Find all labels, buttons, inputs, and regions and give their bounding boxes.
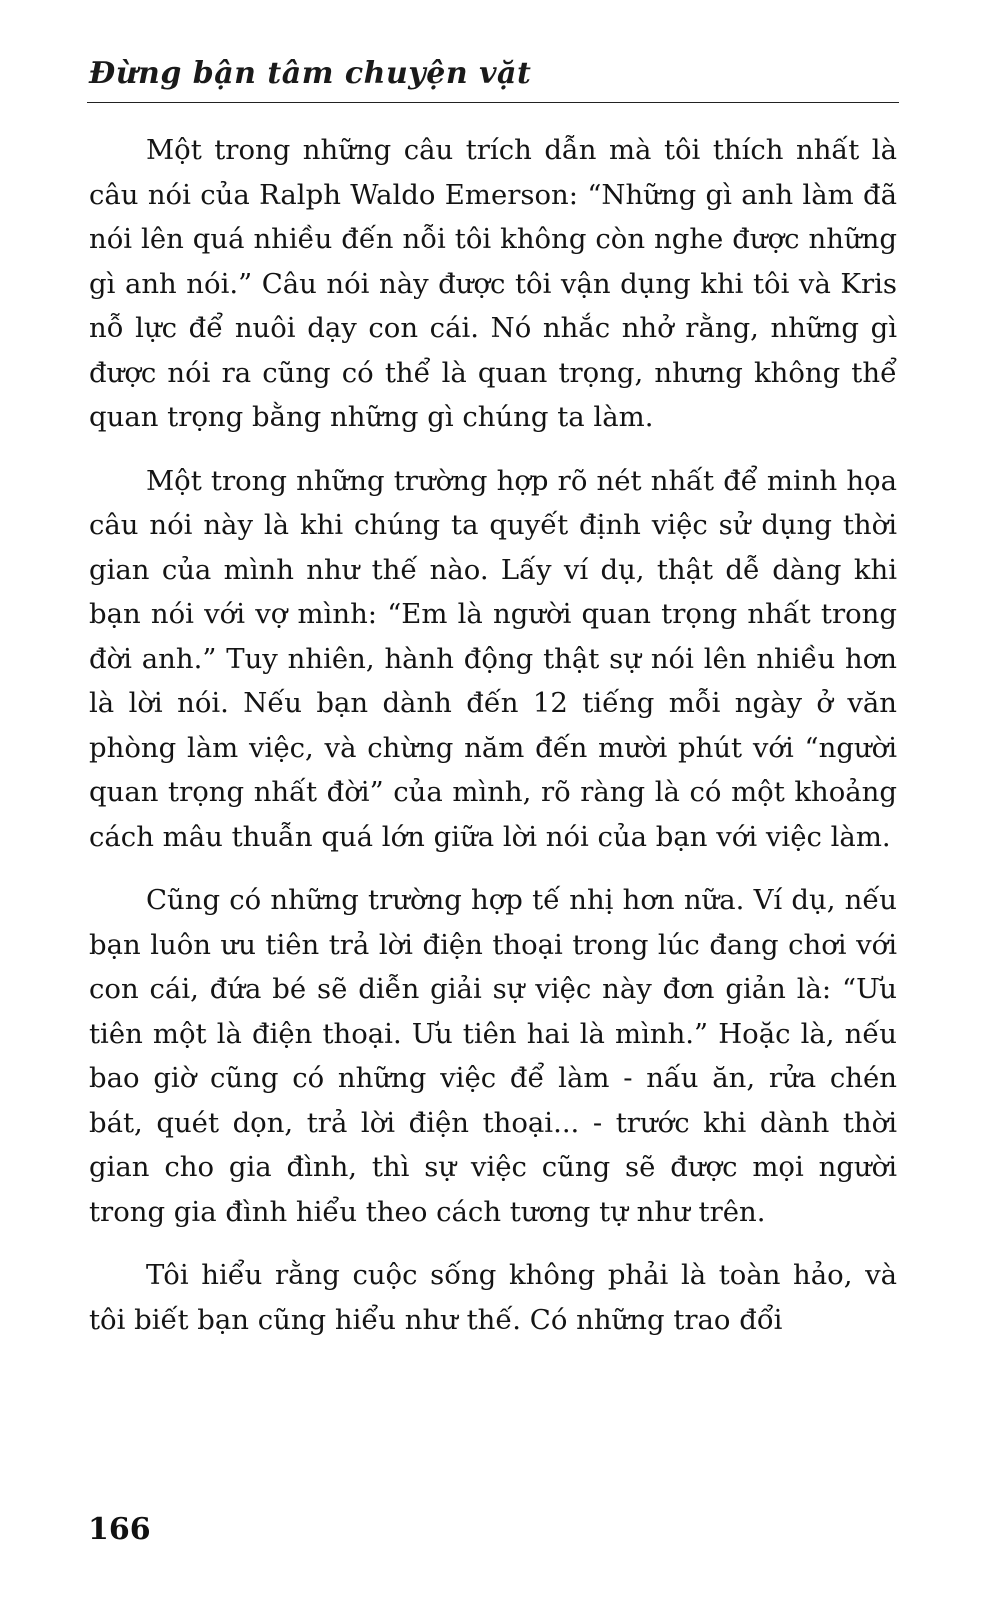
running-header bbox=[87, 52, 899, 103]
paragraph: Tôi hiểu rằng cuộc sống không phải là toàn hảo, và tôi biết bạn cũng hiểu như thế. Có những trao đổi bbox=[89, 1259, 897, 1336]
page-number: 166 bbox=[88, 1512, 151, 1547]
paragraph: Một trong những câu trích dẫn mà tôi thích nhất là câu nói của Ralph Waldo Emerson: “Những gì anh làm đã nói lên quá nhiều đến nỗi tôi không còn nghe được những gì anh nói.” Câu nói này được tôi vận dụng khi tôi và Kris nỗ lực để nuôi dạy con cái. Nó nhắc nhở rằng, những gì được nói ra cũng có thể là quan trọng, nhưng không thể quan trọng bằng những gì chúng ta làm. bbox=[89, 134, 897, 433]
paragraph: Một trong những trường hợp rõ nét nhất để minh họa câu nói này là khi chúng ta quyết định việc sử dụng thời gian của mình như thế nào. Lấy ví dụ, thật dễ dàng khi bạn nói với vợ mình: “Em là người quan trọng nhất trong đời anh.” Tuy nhiên, hành động thật sự nói lên nhiều hơn là lời nói. Nếu bạn dành đến 12 tiếng mỗi ngày ở văn phòng làm việc, và chừng năm đến mười phút với “người quan trọng nhất đời” của mình, rõ ràng là có một khoảng cách mâu thuẫn quá lớn giữa lời nói của bạn với việc làm. bbox=[89, 464, 897, 853]
paragraph: Cũng có những trường hợp tế nhị hơn nữa. Ví dụ, nếu bạn luôn ưu tiên trả lời điện thoại trong lúc đang chơi với con cái, đứa bé sẽ diễn giải sự việc này đơn giản là: “Ưu tiên một là điện thoại. Ưu tiên hai là mình.” Hoặc là, nếu bao giờ cũng có những việc để làm - nấu ăn, rửa chén bát, quét dọn, trả lời điện thoại... - trước khi dành thời gian cho gia đình, thì sự việc cũng sẽ được mọi người trong gia đình hiểu theo cách tương tự như trên. bbox=[89, 884, 897, 1228]
running-header-title: Đừng bận tâm chuyện vặt bbox=[89, 56, 532, 91]
body-text bbox=[89, 128, 897, 1361]
